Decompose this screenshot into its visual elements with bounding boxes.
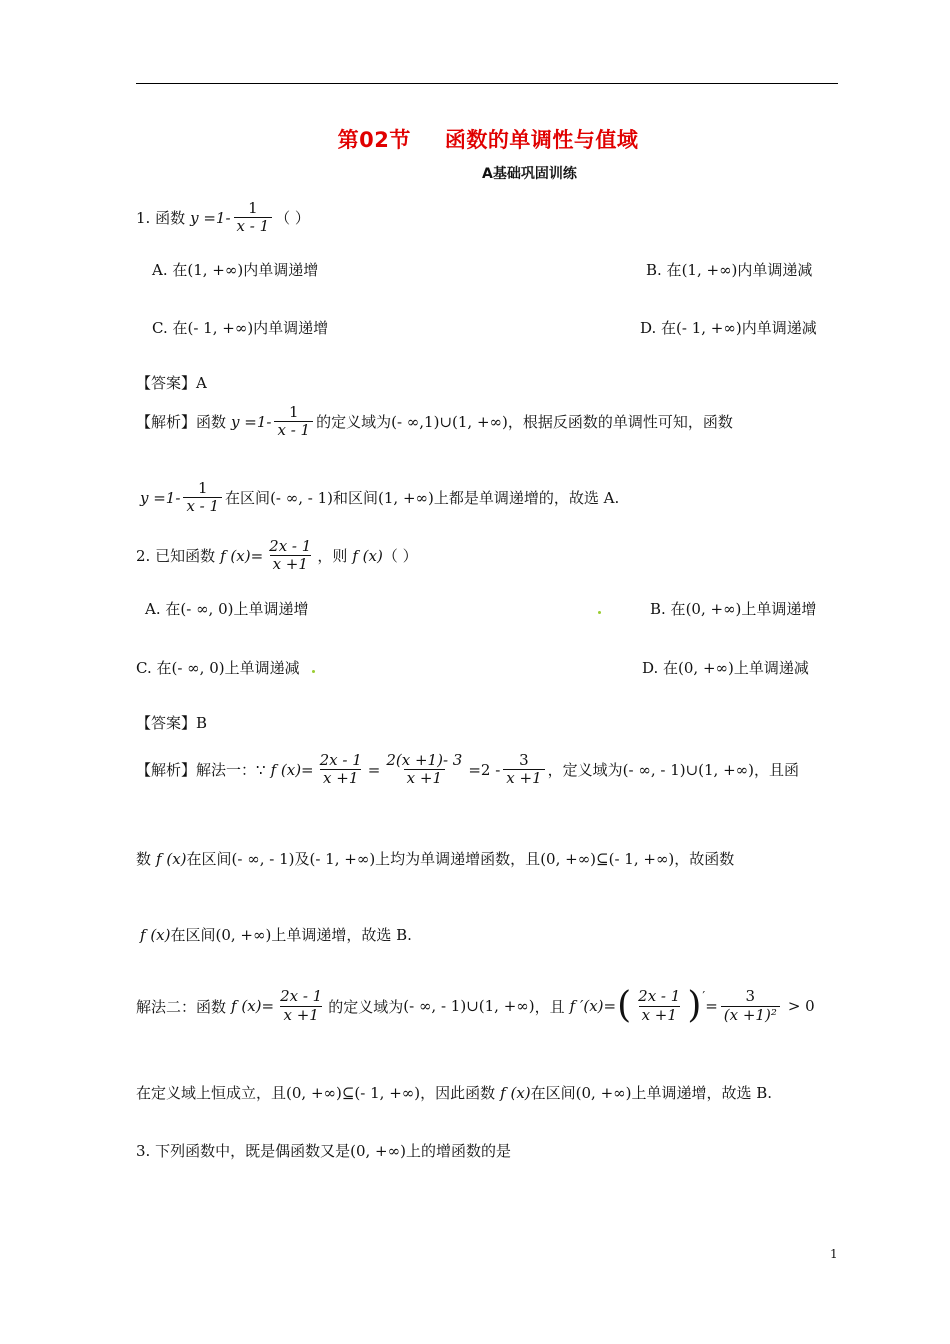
q2-option-d: D. 在 (0, +∞) 上单调递减 [642, 658, 809, 677]
q2-method2-line1: 解法二：函数 f (x) = $\frac{2x - 1}{x +1}$ 的定义域为 (- ∞, - 1)∪(1, +∞) ，且 f ′(x) = ( $\frac{2x - 1}{x +1}$ ) ′ = $\frac{3}{\text{(x +1)²}}$ > 0 [136, 985, 815, 1026]
fraction: $\frac{2x - 1}{x +1}$ [280, 987, 323, 1024]
section-number: 第02节 [337, 128, 411, 152]
q1-fraction: $\frac{1}{x - 1}$ [234, 200, 273, 236]
q1-func-lhs: y =1- [190, 208, 231, 227]
interval: (- ∞, - 1) [231, 849, 295, 868]
q2-fraction: $\frac{2x - 1}{x +1}$ [269, 537, 312, 574]
right-paren: ) [687, 985, 702, 1026]
interval: (- 1, +∞) [676, 318, 742, 337]
fraction: $\frac{1}{x - 1}$ [274, 404, 313, 440]
q1-answer: 【答案】A [136, 374, 207, 392]
q1-option-a: A. 在 (1, +∞) 内单调递增 [152, 260, 319, 279]
q1-explanation-line1: 【解析】 函数 y =1- $\frac{1}{x - 1}$ 的定义域为 (- ∞,1)∪(1, +∞) ，根据反函数的单调性可知，函数 [136, 403, 733, 440]
fraction: $\frac{3}{\text{(x +1)²}}$ [721, 988, 780, 1024]
section-title [0, 124, 950, 154]
q1-option-b: B. 在 (1, +∞) 内单调递减 [646, 260, 813, 279]
q2-answer: 【答案】B [136, 714, 208, 732]
stray-dot [312, 670, 315, 673]
q2-option-c: C. 在 (- ∞, 0) 上单调递减 [136, 658, 300, 677]
subset-expression: (0, +∞)⊆(- 1, +∞) [540, 849, 675, 868]
interval: (1, +∞) [378, 488, 434, 507]
subset-expression: (0, +∞)⊆(- 1, +∞) [286, 1083, 421, 1102]
header-rule [136, 83, 838, 84]
interval: (0, +∞) [575, 1083, 632, 1102]
q2-method1-line1: 【解析】解法一： ∵ f (x) = $\frac{2x - 1}{x +1}$ = $\frac{2(x +1)- 3}{x +1}$ =2 - $\frac{3}{x +1}$ ，定义域为 (- ∞, - 1)∪(1, +∞) ，且函 [136, 751, 800, 788]
q1-explanation-line2: y =1- $\frac{1}{x - 1}$ 在区间 (- ∞, - 1) 和区间 (1, +∞) 上都是单调递增的，故选 A. [140, 479, 620, 516]
interval: (- ∞, 0) [171, 658, 225, 677]
q1-option-c: C. 在 (- 1, +∞) 内单调递增 [152, 318, 329, 337]
left-paren: ( [617, 985, 632, 1026]
interval: (0, +∞) [215, 925, 272, 944]
domain-expression: (- ∞, - 1)∪(1, +∞) [622, 760, 755, 779]
interval: (- ∞, - 1) [270, 488, 334, 507]
q2-method2-line2: 在定义域上恒成立，且 (0, +∞)⊆(- 1, +∞) ，因此函数 f (x) 在区间 (0, +∞) 上单调递增，故选 B. [136, 1083, 773, 1102]
q2-method1-line2: 数 f (x) 在区间 (- ∞, - 1) 及 (- 1, +∞) 上均为单调递增函数，且 (0, +∞)⊆(- 1, +∞) ，故函数 [136, 849, 735, 868]
fraction: $\frac{2x - 1}{x +1}$ [319, 751, 362, 788]
q2-option-a: A. 在 (- ∞, 0) 上单调递增 [145, 599, 309, 618]
interval: (- ∞, 0) [180, 599, 234, 618]
q1-stem: 1. 函数 y =1- $\frac{1}{x - 1}$ （ ） [136, 199, 310, 236]
q2-option-b: B. 在 (0, +∞) 上单调递增 [650, 599, 817, 618]
domain-expression: (- ∞, - 1)∪(1, +∞) [403, 997, 535, 1015]
fraction: $\frac{1}{x - 1}$ [183, 480, 222, 516]
interval: (1, +∞) [681, 260, 738, 279]
interval: (0, +∞) [350, 1141, 406, 1160]
interval: (0, +∞) [685, 599, 742, 618]
fraction: $\frac{2x - 1}{x +1}$ [638, 987, 681, 1024]
q2-stem: 2. 已知函数 f (x) = $\frac{2x - 1}{x +1}$ ，则 f (x) （ ） [136, 537, 418, 574]
interval: (- 1, +∞) [187, 318, 254, 337]
interval: (0, +∞) [678, 658, 734, 677]
q2-method1-line3: f (x) 在区间 (0, +∞) 上单调递增，故选 B. [140, 925, 412, 944]
domain-expression: (- ∞,1)∪(1, +∞) [391, 412, 508, 431]
q3-stem: 3. 下列函数中，既是偶函数又是 (0, +∞) 上的增函数的是 [136, 1141, 511, 1160]
q1-option-d: D. 在 (- 1, +∞) 内单调递减 [640, 318, 817, 337]
subtitle: A基础巩固训练 [482, 166, 577, 182]
stray-dot [598, 611, 601, 614]
page-number: 1 [830, 1247, 838, 1261]
fraction: $\frac{2(x +1)- 3}{x +1}$ [386, 751, 463, 788]
fraction: $\frac{3}{x +1}$ [503, 752, 544, 788]
interval: (- 1, +∞) [309, 849, 376, 868]
section-name: 函数的单调性与值域 [444, 128, 639, 152]
interval: (1, +∞) [187, 260, 244, 279]
